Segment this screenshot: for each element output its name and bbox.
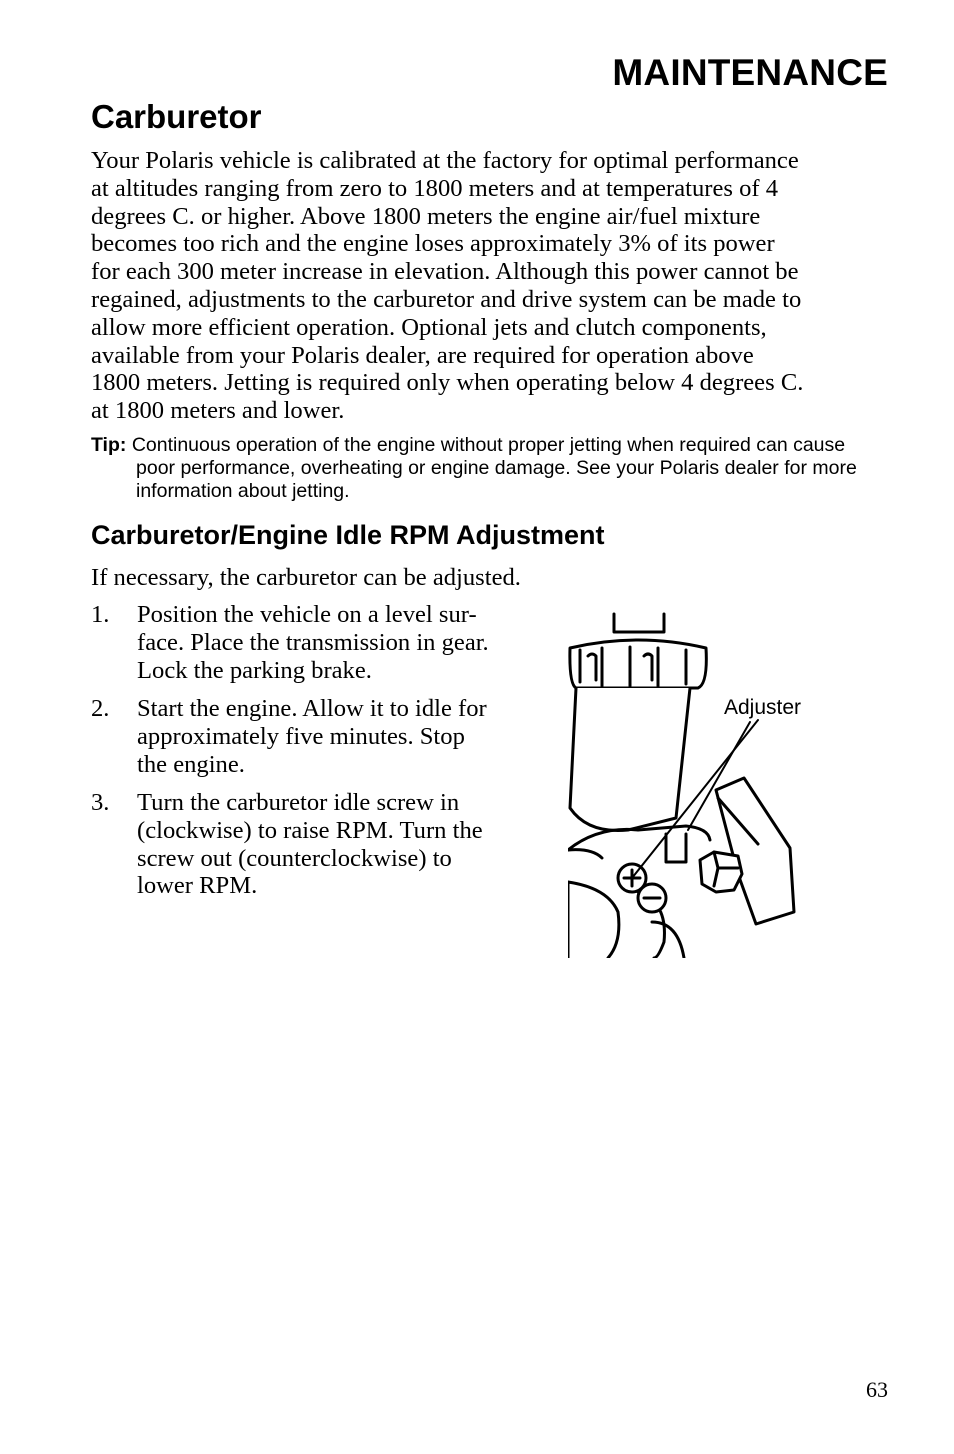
step-line: Position the vehicle on a level sur- [137, 601, 477, 628]
intro-line: becomes too rich and the engine loses approximately 3% of its power [91, 230, 775, 258]
step-line: screw out (counterclockwise) to [137, 844, 452, 872]
step-text [137, 601, 541, 684]
tip-label: Tip: [91, 434, 127, 456]
step-line: Turn the carburetor idle screw in [137, 789, 460, 816]
step-number: 2. [91, 695, 110, 722]
step-text [137, 695, 541, 778]
step-line: approximately five minutes. Stop [137, 722, 465, 750]
intro-line: at altitudes ranging from zero to 1800 meters and at temperatures of 4 [91, 174, 779, 202]
intro-line: available from your Polaris dealer, are required for operation above [91, 341, 754, 369]
step-item [91, 695, 541, 778]
intro-line: for each 300 meter increase in elevation. Although this power cannot be [91, 258, 799, 286]
section-header: MAINTENANCE [612, 52, 888, 93]
intro-line: Your Polaris vehicle is calibrated at the factory for optimal performance [91, 147, 799, 174]
tip-text: Continuous operation of the engine without proper jetting when required can cause poor performance, overheating or engine damage. See your Polaris dealer for more information about jetting. [131, 434, 857, 502]
intro-paragraph [91, 147, 891, 425]
step-item [91, 601, 541, 684]
page-title: Carburetor [91, 98, 262, 135]
page-number: 63 [866, 1377, 888, 1402]
step-line: face. Place the transmission in gear. [137, 628, 489, 656]
step-line: Start the engine. Allow it to idle for [137, 695, 487, 722]
step-line: the engine. [137, 750, 245, 778]
section-subheading: Carburetor/Engine Idle RPM Adjustment [91, 520, 605, 550]
step-item [91, 789, 541, 900]
intro-line: 1800 meters. Jetting is required only when operating below 4 degrees C. [91, 369, 804, 397]
intro-line: regained, adjustments to the carburetor and drive system can be made to [91, 285, 802, 313]
tip-note [91, 434, 881, 503]
intro-line: allow more efficient operation. Optional jets and clutch components, [91, 313, 767, 341]
intro-line: at 1800 meters and lower. [91, 397, 345, 425]
step-number: 3. [91, 789, 110, 816]
step-line: lower RPM. [137, 872, 258, 900]
step-text [137, 789, 541, 900]
lead-sentence: If necessary, the carburetor can be adjusted. [91, 564, 521, 591]
adjuster-callout: Adjuster [724, 696, 802, 719]
step-line: Lock the parking brake. [137, 656, 372, 684]
intro-line: degrees C. or higher. Above 1800 meters the engine air/fuel mixture [91, 202, 761, 230]
carburetor-illustration [568, 612, 820, 958]
step-line: (clockwise) to raise RPM. Turn the [137, 816, 483, 844]
step-number: 1. [91, 601, 110, 628]
